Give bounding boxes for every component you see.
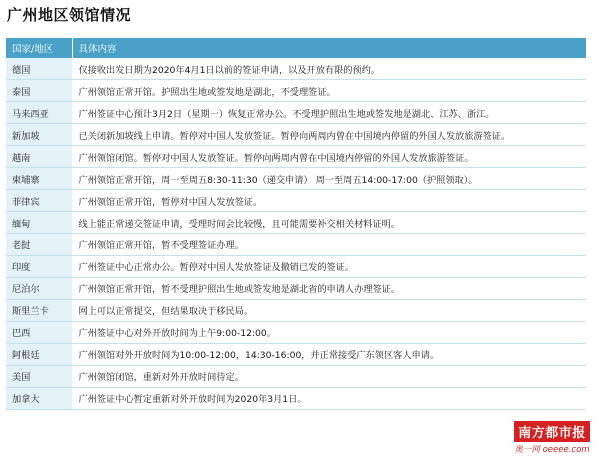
table-row [6, 212, 586, 234]
content-cell: 广州领馆对外开放时间为10:00-12:00，14:30-16:00，并正常接受广东领区客人申请。 [72, 343, 586, 365]
table-row [6, 168, 586, 190]
content-cell: 广州领馆正常开馆，暂停对中国人发放签证。 [72, 190, 586, 212]
country-cell: 柬埔寨 [6, 168, 72, 190]
content-cell: 仅接收出发日期为2020年4月1日以前的签证申请，以及开放有限的预约。 [72, 58, 586, 80]
country-cell: 加拿大 [6, 387, 72, 409]
table-row [6, 255, 586, 277]
content-cell: 广州领馆闭馆。暂停对中国人发放签证。暂停向两周内曾在中国境内停留的外国人发放旅游签证。 [72, 146, 586, 168]
country-cell: 马来西亚 [6, 102, 72, 124]
country-cell: 巴西 [6, 321, 72, 343]
content-cell: 广州领馆正常开馆，暂不受理护照出生地或签发地是湖北省的申请人办理签证。 [72, 277, 586, 299]
content-cell: 广州签证中心预计3月2日（星期一）恢复正常办公。不受理护照出生地或签发地是湖北、江苏、浙江。 [72, 102, 586, 124]
country-cell: 泰国 [6, 80, 72, 102]
table-row [6, 80, 586, 102]
content-cell: 广州领馆正常开馆，暂不受理签证办理。 [72, 234, 586, 256]
header-country: 国家/地区 [6, 38, 72, 58]
consulate-table [6, 38, 587, 410]
table-row [6, 58, 586, 80]
logo-sub-text: 奥一网 oeeee.com [514, 445, 590, 455]
content-cell: 广州领馆闭馆，重新对外开放时间待定。 [72, 365, 586, 387]
country-cell: 尼泊尔 [6, 277, 72, 299]
table-row [6, 124, 586, 146]
content-cell: 广州签证中心暂定重新对外开放时间为2020年3月1日。 [72, 387, 586, 409]
content-cell: 已关闭新加坡线上申请。暂停对中国人发放签证。暂停向两周内曾在中国境内停留的外国人发放旅游签证。 [72, 124, 586, 146]
content-cell: 广州签证中心对外开放时间为上午9:00-12:00。 [72, 321, 586, 343]
content-cell: 线上能正常递交签证申请，受理时间会比较慢，且可能需要补交相关材料证明。 [72, 212, 586, 234]
country-cell: 阿根廷 [6, 343, 72, 365]
table-row [6, 277, 586, 299]
country-cell: 缅甸 [6, 212, 72, 234]
country-cell: 美国 [6, 365, 72, 387]
newspaper-logo [512, 421, 592, 455]
page-title: 广州地区领馆情况 [7, 6, 132, 24]
table-row [6, 146, 586, 168]
table-row [6, 321, 586, 343]
content-cell: 广州签证中心正常办公。暂停对中国人发放签证及撤销已发的签证。 [72, 255, 586, 277]
logo-main-text: 南方都市报 [514, 421, 590, 442]
country-cell: 印度 [6, 255, 72, 277]
table-row [6, 343, 586, 365]
table-row [6, 299, 586, 321]
country-cell: 越南 [6, 146, 72, 168]
country-cell: 德国 [6, 58, 72, 80]
country-cell: 老挝 [6, 234, 72, 256]
country-cell: 新加坡 [6, 124, 72, 146]
table-row [6, 387, 586, 409]
header-content: 具体内容 [72, 38, 586, 58]
table-row [6, 190, 586, 212]
content-cell: 网上可以正常提交，但结果取决于移民局。 [72, 299, 586, 321]
table-header-row [6, 38, 586, 58]
table-row [6, 234, 586, 256]
content-cell: 广州领馆正常开馆，周一至周五8:30-11:30（递交申请） 周一至周五14:00-17:00（护照领取）。 [72, 168, 586, 190]
content-cell: 广州领馆正常开馆。护照出生地或签发地是湖北，不受理签证。 [72, 80, 586, 102]
table-row [6, 102, 586, 124]
table-row [6, 365, 586, 387]
country-cell: 斯里兰卡 [6, 299, 72, 321]
country-cell: 菲律宾 [6, 190, 72, 212]
